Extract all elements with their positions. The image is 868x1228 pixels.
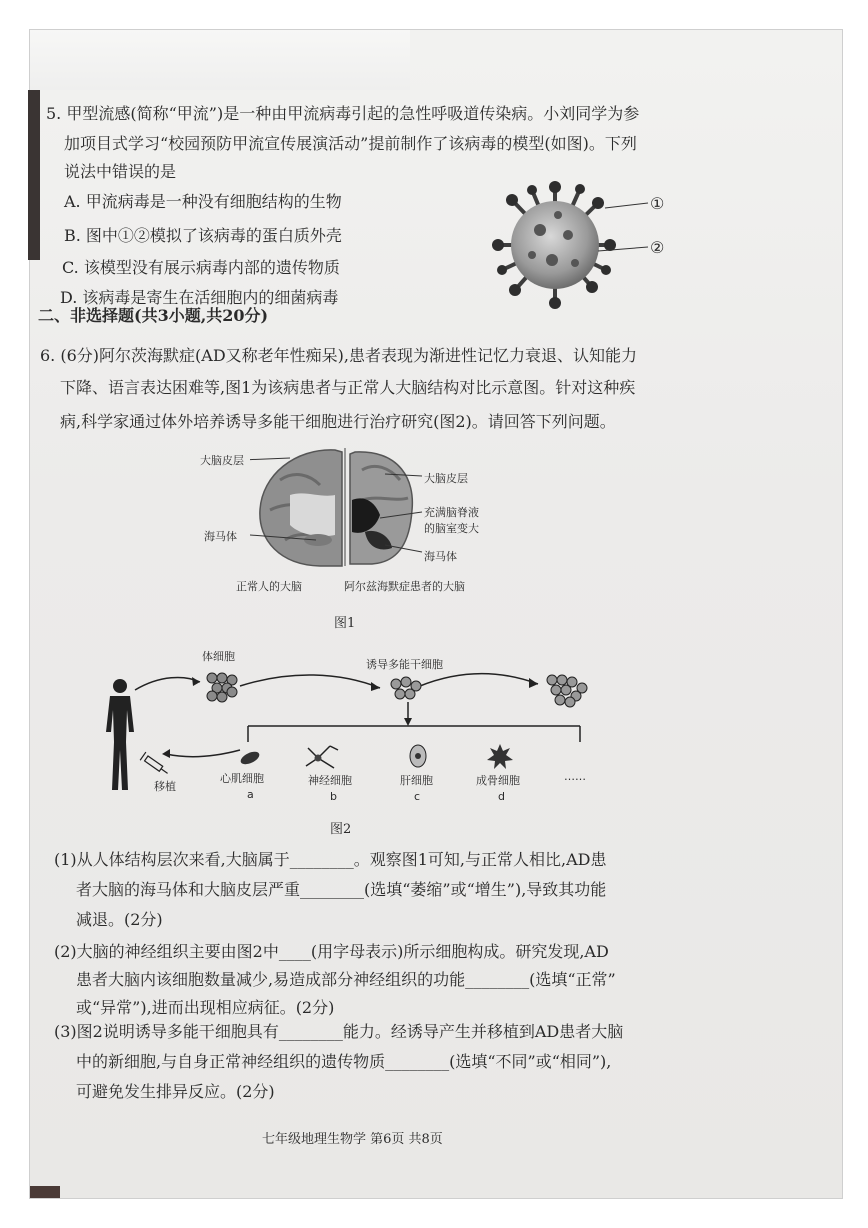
q6-2-line1: (2)大脑的神经组织主要由图2中____(用字母表示)所示细胞构成。研究发现,AD	[54, 942, 609, 961]
q5-option-a: A. 甲流病毒是一种没有细胞结构的生物	[64, 192, 342, 211]
q6-1-line3: 减退。(2分)	[76, 910, 163, 929]
q6-1-line2: 者大脑的海马体和大脑皮层严重________(选填“萎缩”或“增生”),导致其功能	[76, 880, 607, 899]
section-heading: 二、非选择题(共3小题,共20分)	[38, 306, 269, 325]
q5-option-d: D. 该病毒是寄生在活细胞内的细菌病毒	[60, 288, 339, 307]
fig1-caption-normal: 正常人的大脑	[236, 580, 302, 593]
fig1-ventricle-label-line2: 的脑室变大	[424, 522, 479, 535]
fig2-somatic-cell-label: 体细胞	[202, 650, 235, 663]
page-footer: 七年级地理生物学 第6页 共8页	[262, 1132, 443, 1147]
fig2-cell-letter-c: c	[414, 790, 421, 803]
q5-stem-line3: 说法中错误的是	[64, 162, 177, 181]
q5-option-b: B. 图中①②模拟了该病毒的蛋白质外壳	[64, 226, 342, 245]
virus-label-1: ①	[650, 194, 665, 213]
fig2-cell-name-b: 神经细胞	[308, 774, 352, 787]
figure1-brain-comparison	[250, 440, 540, 570]
fig2-ipsc-label: 诱导多能干细胞	[366, 658, 443, 671]
fig2-cell-name-d: 成骨细胞	[476, 774, 520, 787]
q6-3-line2: 中的新细胞,与自身正常神经组织的遗传物质________(选填“不同”或“相同”),	[76, 1052, 612, 1071]
fig2-transplant-label: 移植	[154, 780, 176, 793]
figure1-title: 图1	[334, 616, 356, 631]
q6-stem-line1: 6. (6分)阿尔茨海默症(AD又称老年性痴呆),患者表现为渐进性记忆力衰退、认知能力	[40, 346, 637, 365]
fig2-cell-letter-b: b	[330, 790, 337, 803]
fig2-cell-letter-d: d	[498, 790, 505, 803]
fig2-more-cells: ……	[564, 770, 586, 783]
fig1-hippocampus-label-left: 海马体	[204, 530, 237, 543]
fig1-ventricle-label-line1: 充满脑脊液	[424, 506, 479, 519]
page-edge-shadow	[28, 90, 40, 260]
page-corner-shadow	[30, 1186, 60, 1198]
q5-stem-line2: 加项目式学习“校园预防甲流宣传展演活动”提前制作了该病毒的模型(如图)。下列	[64, 134, 637, 153]
fig1-cortex-label-left: 大脑皮层	[200, 454, 244, 467]
q6-3-line3: 可避免发生排异反应。(2分)	[76, 1082, 275, 1101]
paper-fold	[30, 30, 410, 90]
virus-label-2: ②	[650, 238, 665, 257]
figure2-title: 图2	[330, 822, 352, 837]
fig1-cortex-label-right: 大脑皮层	[424, 472, 468, 485]
q5-option-c: C. 该模型没有展示病毒内部的遗传物质	[62, 258, 340, 277]
q6-1-line1: (1)从人体结构层次来看,大脑属于________。观察图1可知,与正常人相比,AD患	[54, 850, 607, 869]
q6-2-line3: 或“异常”),进而出现相应病征。(2分)	[76, 998, 335, 1017]
q6-stem-line3: 病,科学家通过体外培养诱导多能干细胞进行治疗研究(图2)。请回答下列问题。	[60, 412, 616, 431]
fig2-cell-name-c: 肝细胞	[400, 774, 433, 787]
fig2-cell-letter-a: a	[247, 788, 254, 801]
q6-3-line1: (3)图2说明诱导多能干细胞具有________能力。经诱导产生并移植到AD患者大脑	[54, 1022, 624, 1041]
q5-stem-line1: 5. 甲型流感(简称“甲流”)是一种由甲流病毒引起的急性呼吸道传染病。小刘同学为参	[46, 104, 640, 123]
fig2-cell-name-a: 心肌细胞	[220, 772, 264, 785]
fig1-hippocampus-label-right: 海马体	[424, 550, 457, 563]
fig1-caption-ad: 阿尔兹海默症患者的大脑	[344, 580, 465, 593]
q6-stem-line2: 下降、语言表达困难等,图1为该病患者与正常人大脑结构对比示意图。针对这种疾	[60, 378, 636, 397]
q6-2-line2: 患者大脑内该细胞数量减少,易造成部分神经组织的功能________(选填“正常”	[76, 970, 616, 989]
